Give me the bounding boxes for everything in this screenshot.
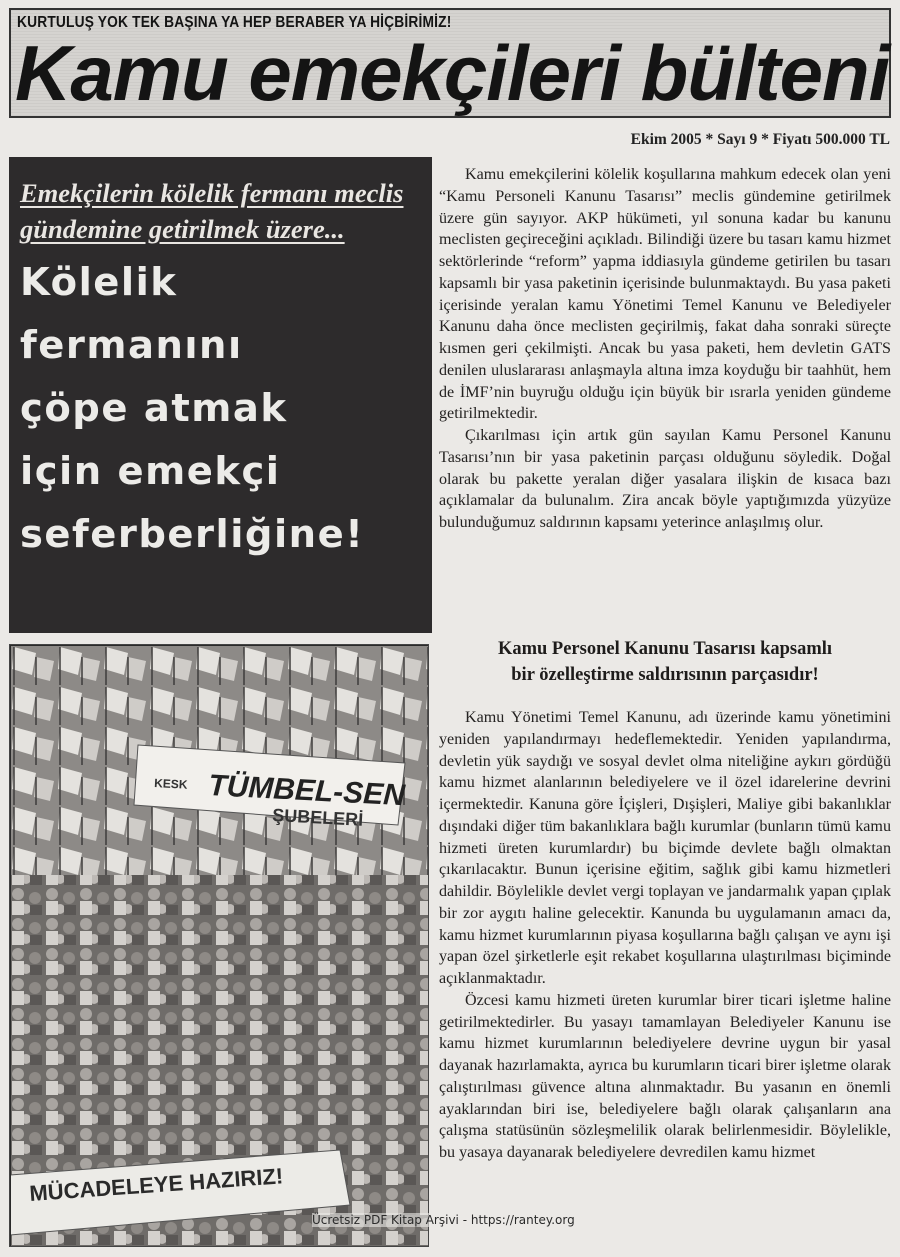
feature-kicker: Emekçilerin kölelik fermanı meclis gündemine getirilmek üzere... [20, 178, 404, 244]
paragraph: Çıkarılması için artık gün sayılan Kamu Personel Kanunu Tasarısı’nın bir yasa paketinin parçası olduğunu söyledik. Doğal olarak bu pakette yeralan diğer yasalara ilişkin de kısaca bazı açıklamalar da bulunalım. Zira ancak böyle yaptığımızda yüzyüze bulunduğumuz saldırının kapsamı yeterince anlaşılmış olur. [439, 427, 891, 531]
headline-line: Kölelik [20, 260, 178, 305]
banner-union-name: TÜMBEL-SEN [207, 769, 406, 813]
paragraph: Özcesi kamu hizmeti üreten kurumlar birer ticari işletme haline getirilmektedirler. Bu yasayı tamamlayan Belediyeler Kanunu ise kamu hizmet kurumlarının belediyelere devrine uygun bir yasal dayanak hazırlamakta, ayrıca bu kurumların ticari birer işletme olarak çalıştırılması güvence altına alınmaktadır. Bu yasanın en önemli ayaklarından biri ise, belediyelere bağlı olarak çalışanların ana çalışma statüsünün sözleşmelilik olarak belirlenmesidir. Böylelikle, bu yasaya dayanarak belediyelere devredilen kamu hizmet [439, 991, 891, 1161]
archive-watermark-link[interactable]: Ücretsiz PDF Kitap Arşivi - https://rantey.org [312, 1213, 575, 1227]
masthead-slogan: KURTULUŞ YOK TEK BAŞINA YA HEP BERABER YA HİÇBİRİMİZ! [17, 14, 452, 31]
headline-line: seferberliğine! [20, 512, 365, 557]
headline-line: çöpe atmak [20, 386, 288, 431]
banner-kesk: KESK [153, 776, 188, 792]
subheading-line-2: bir özelleştirme saldırısının parçasıdır! [511, 665, 819, 685]
feature-box [9, 157, 432, 633]
subheading-line-1: Kamu Personel Kanunu Tasarısı kapsamlı [497, 639, 833, 659]
newsletter-title: Kamu emekçileri bülteni [15, 29, 890, 117]
feature-headline [20, 251, 422, 566]
banner-sub: ŞUBELERİ [271, 805, 364, 830]
masthead [9, 8, 891, 118]
headline-line: fermanını [20, 323, 243, 368]
headline-line: için emekçi [20, 449, 281, 494]
paragraph: Kamu Yönetimi Temel Kanunu, adı üzerinde kamu yönetimini yeniden yapılandırmayı hedeflemektedir. Yeniden yapılandırma, devletin yük saydığı ve sosyal devlet olma niteliğine aykırı gördüğü kamu hizmet alanlarının belediyelere ve il özel idarelerine devrini içermektedir. Kanuna göre İçişleri, Dışişleri, Maliye gibi bakanlıklar dışındaki diğer tüm bakanlıklara bağlı kurumlar (bunların tümü kamu hizmeti üreten kurumlardır) bu biçimde devlete bağlı olmaktan çıkarılacaktır. Bunun içerisine eğitim, sağlık gibi kamu hizmetleri dahildir. Böylelikle devlet vergi toplayan ve jandarmalık yapan çıplak bir zor aygıtı haline gelecektir. Kanunda bu uygulamanın amacı da, kamu hizmet kurumlarının piyasa koşullarına bağlı çalışan ve aynı işi yapan özel şirketlerle eşit rekabet koşullarına ulaştırılması biçiminde açıklanmaktadır. [439, 709, 891, 987]
paragraph: Kamu emekçilerini kölelik koşullarına mahkum edecek olan yeni “Kamu Personeli Kanunu Tasarısı” meclis gündemine getirilmek üzere gün sayıyor. AKP hükümeti, yıl sonuna kadar bu kanunu meclisten geçireceğini açıkladı. Bilindiği üzere bu tasarı kamu hizmet sektörlerinde “reform” yapma iddiasıyla gündeme getirilen bu tasarı kapsamlı bir yasa paketinin içerisinde bulunmaktaydı. Bu yasa paketi içerisinde yeralan kamu Yönetimi Temel Kanunu ve Belediyeler Kanunu daha önce meclisten geçirilmiş, fakat daha sonraki süreçte kısmen geri çekilmişti. Ancak bu yasa paketi, hem devletin GATS denilen uluslararası anlaşmayla altına imza koyduğu bir taahhüt, hem de İMF’nin buyruğu olduğu için büyük bir ısrarla yeniden gündeme getirilmektedir. [439, 166, 891, 423]
section-subheading [439, 636, 891, 688]
issue-info: Ekim 2005 * Sayı 9 * Fiyatı 500.000 TL [630, 131, 890, 148]
article-intro [439, 164, 891, 534]
protest-photo [9, 644, 429, 1247]
article-body [439, 707, 891, 1247]
bottom-banner-text: MÜCADELEYE HAZIRIZ! [28, 1163, 284, 1206]
